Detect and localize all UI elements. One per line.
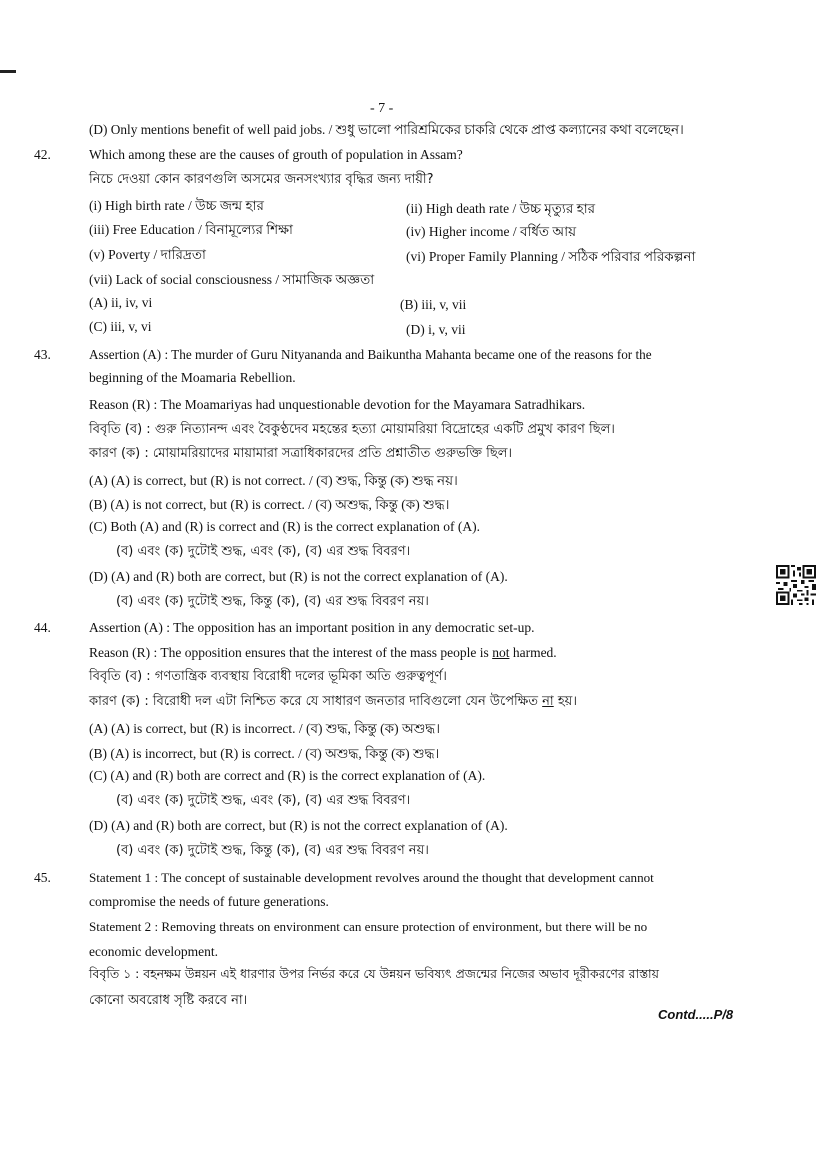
option-a: (A) (A) is correct, but (R) is not correct. / (ব) শুদ্ধ, কিন্তু (ক) শুদ্ধ নয়। [89,473,458,488]
option-b: (B) iii, v, vii [400,297,467,312]
page-number: - 7 - [370,101,394,116]
list-item: (vi) Proper Family Planning / সঠিক পরিবার পরিকল্পনা [406,249,696,264]
qr-code-icon [776,565,816,605]
reason-text-bn: কারণ (ক) : মোয়ামরিয়াদের মায়ামারা সত্রাধিকারদের প্রতি প্রশ্নাতীত গুরুভক্তি ছিল। [89,446,513,461]
option-d-bn: (ব) এবং (ক) দুটোই শুদ্ধ, কিন্তু (ক), (ব) এর শুদ্ধ বিবরণ নয়। [116,843,429,858]
reason-text: Reason (R) : The opposition ensures that the interest of the mass people is not harmed. [89,645,557,660]
list-item: (iii) Free Education / বিনামূল্যের শিক্ষা [89,222,293,237]
option-c: (C) iii, v, vi [89,319,152,334]
statement-1-bn-cont: কোনো অবরোধ সৃষ্টি করবে না। [89,993,248,1008]
option-d: (D) i, v, vii [406,322,466,337]
statement-1-cont: compromise the needs of future generations. [89,894,329,909]
option-a: (A) ii, iv, vi [89,295,153,310]
option-c-bn: (ব) এবং (ক) দুটোই শুদ্ধ, এবং (ক), (ব) এর শুদ্ধ বিবরণ। [116,793,411,808]
list-item: (iv) Higher income / বর্ধিত আয় [406,224,577,239]
assertion-text-cont: beginning of the Moamaria Rebellion. [89,370,296,385]
continuation-note: Contd.....P/8 [658,1007,734,1022]
option-d: (D) (A) and (R) both are correct, but (R) is not the correct explanation of (A). [89,818,508,833]
option-c-bn: (ব) এবং (ক) দুটোই শুদ্ধ, এবং (ক), (ব) এর শুদ্ধ বিবরণ। [116,544,411,559]
statement-1-bn: বিবৃতি ১ : বহনক্ষম উন্নয়ন এই ধারণার উপর নির্ভর করে যে উন্নয়ন ভবিষ্যৎ প্রজন্মের নিজের অভাব দূরীকরণের রাস্তায় [89,966,659,981]
list-item: (i) High birth rate / উচ্চ জন্ম হার [89,198,264,213]
statement-2-cont: economic development. [89,944,218,959]
option-a: (A) (A) is correct, but (R) is incorrect. / (ব) শুদ্ধ, কিন্তু (ক) অশুদ্ধ। [89,721,441,736]
scan-edge-mark [0,70,16,73]
statement-1: Statement 1 : The concept of sustainable development revolves around the thought that development cannot [89,870,654,885]
option-d: (D) (A) and (R) both are correct, but (R) is not the correct explanation of (A). [89,569,508,584]
question-number: 44. [34,620,51,635]
question-number: 45. [34,870,51,885]
list-item: (vii) Lack of social consciousness / সামাজিক অজ্ঞতা [89,272,375,287]
list-item: (v) Poverty / দারিদ্রতা [89,247,206,262]
assertion-text: Assertion (A) : The murder of Guru Nityananda and Baikuntha Mahanta became one of the reasons for the [89,347,652,362]
assertion-text-bn: বিবৃতি (ব) : গুরু নিত্যানন্দ এবং বৈকুণ্ঠদেব মহন্তের হত্যা মোয়ামরিয়া বিদ্রোহের একটি প্রমুখ কারণ ছিল। [89,422,615,437]
assertion-text: Assertion (A) : The opposition has an important position in any democratic set-up. [89,620,535,635]
question-number: 42. [34,147,51,162]
option-d-bn: (ব) এবং (ক) দুটোই শুদ্ধ, কিন্তু (ক), (ব) এর শুদ্ধ বিবরণ নয়। [116,594,429,609]
option-c: (C) Both (A) and (R) is correct and (R) is the correct explanation of (A). [89,519,480,534]
option-b: (B) (A) is incorrect, but (R) is correct. / (ব) অশুদ্ধ, কিন্তু (ক) শুদ্ধ। [89,746,440,761]
statement-2: Statement 2 : Removing threats on environment can ensure protection of environment, but there will be no [89,919,648,934]
assertion-text-bn: বিবৃতি (ব) : গণতান্ত্রিক ব্যবস্থায় বিরোধী দলের ভূমিকা অতি গুরুত্বপূর্ণ। [89,669,447,684]
option-c: (C) (A) and (R) both are correct and (R) is the correct explanation of (A). [89,768,486,783]
option-b: (B) (A) is not correct, but (R) is correct. / (ব) অশুদ্ধ, কিন্তু (ক) শুদ্ধ। [89,497,450,512]
question-text-bn: নিচে দেওয়া কোন কারণগুলি অসমের জনসংখ্যার বৃদ্ধির জন্য দায়ী? [89,172,434,187]
list-item: (ii) High death rate / উচ্চ মৃত্যুর হার [406,201,596,216]
question-number: 43. [34,347,51,362]
previous-option-d: (D) Only mentions benefit of well paid jobs. / শুধু ভালো পারিশ্রমিকের চাকরি থেকে প্রাপ্ত কল্যানের কথা বলেছেন। [89,122,684,137]
reason-text: Reason (R) : The Moamariyas had unquestionable devotion for the Mayamara Satradhikars. [89,397,586,412]
question-text-en: Which among these are the causes of grouth of population in Assam? [89,147,463,162]
reason-text-bn: কারণ (ক) : বিরোধী দল এটা নিশ্চিত করে যে সাধারণ জনতার দাবিগুলো যেন উপেক্ষিত না হয়। [89,694,577,709]
